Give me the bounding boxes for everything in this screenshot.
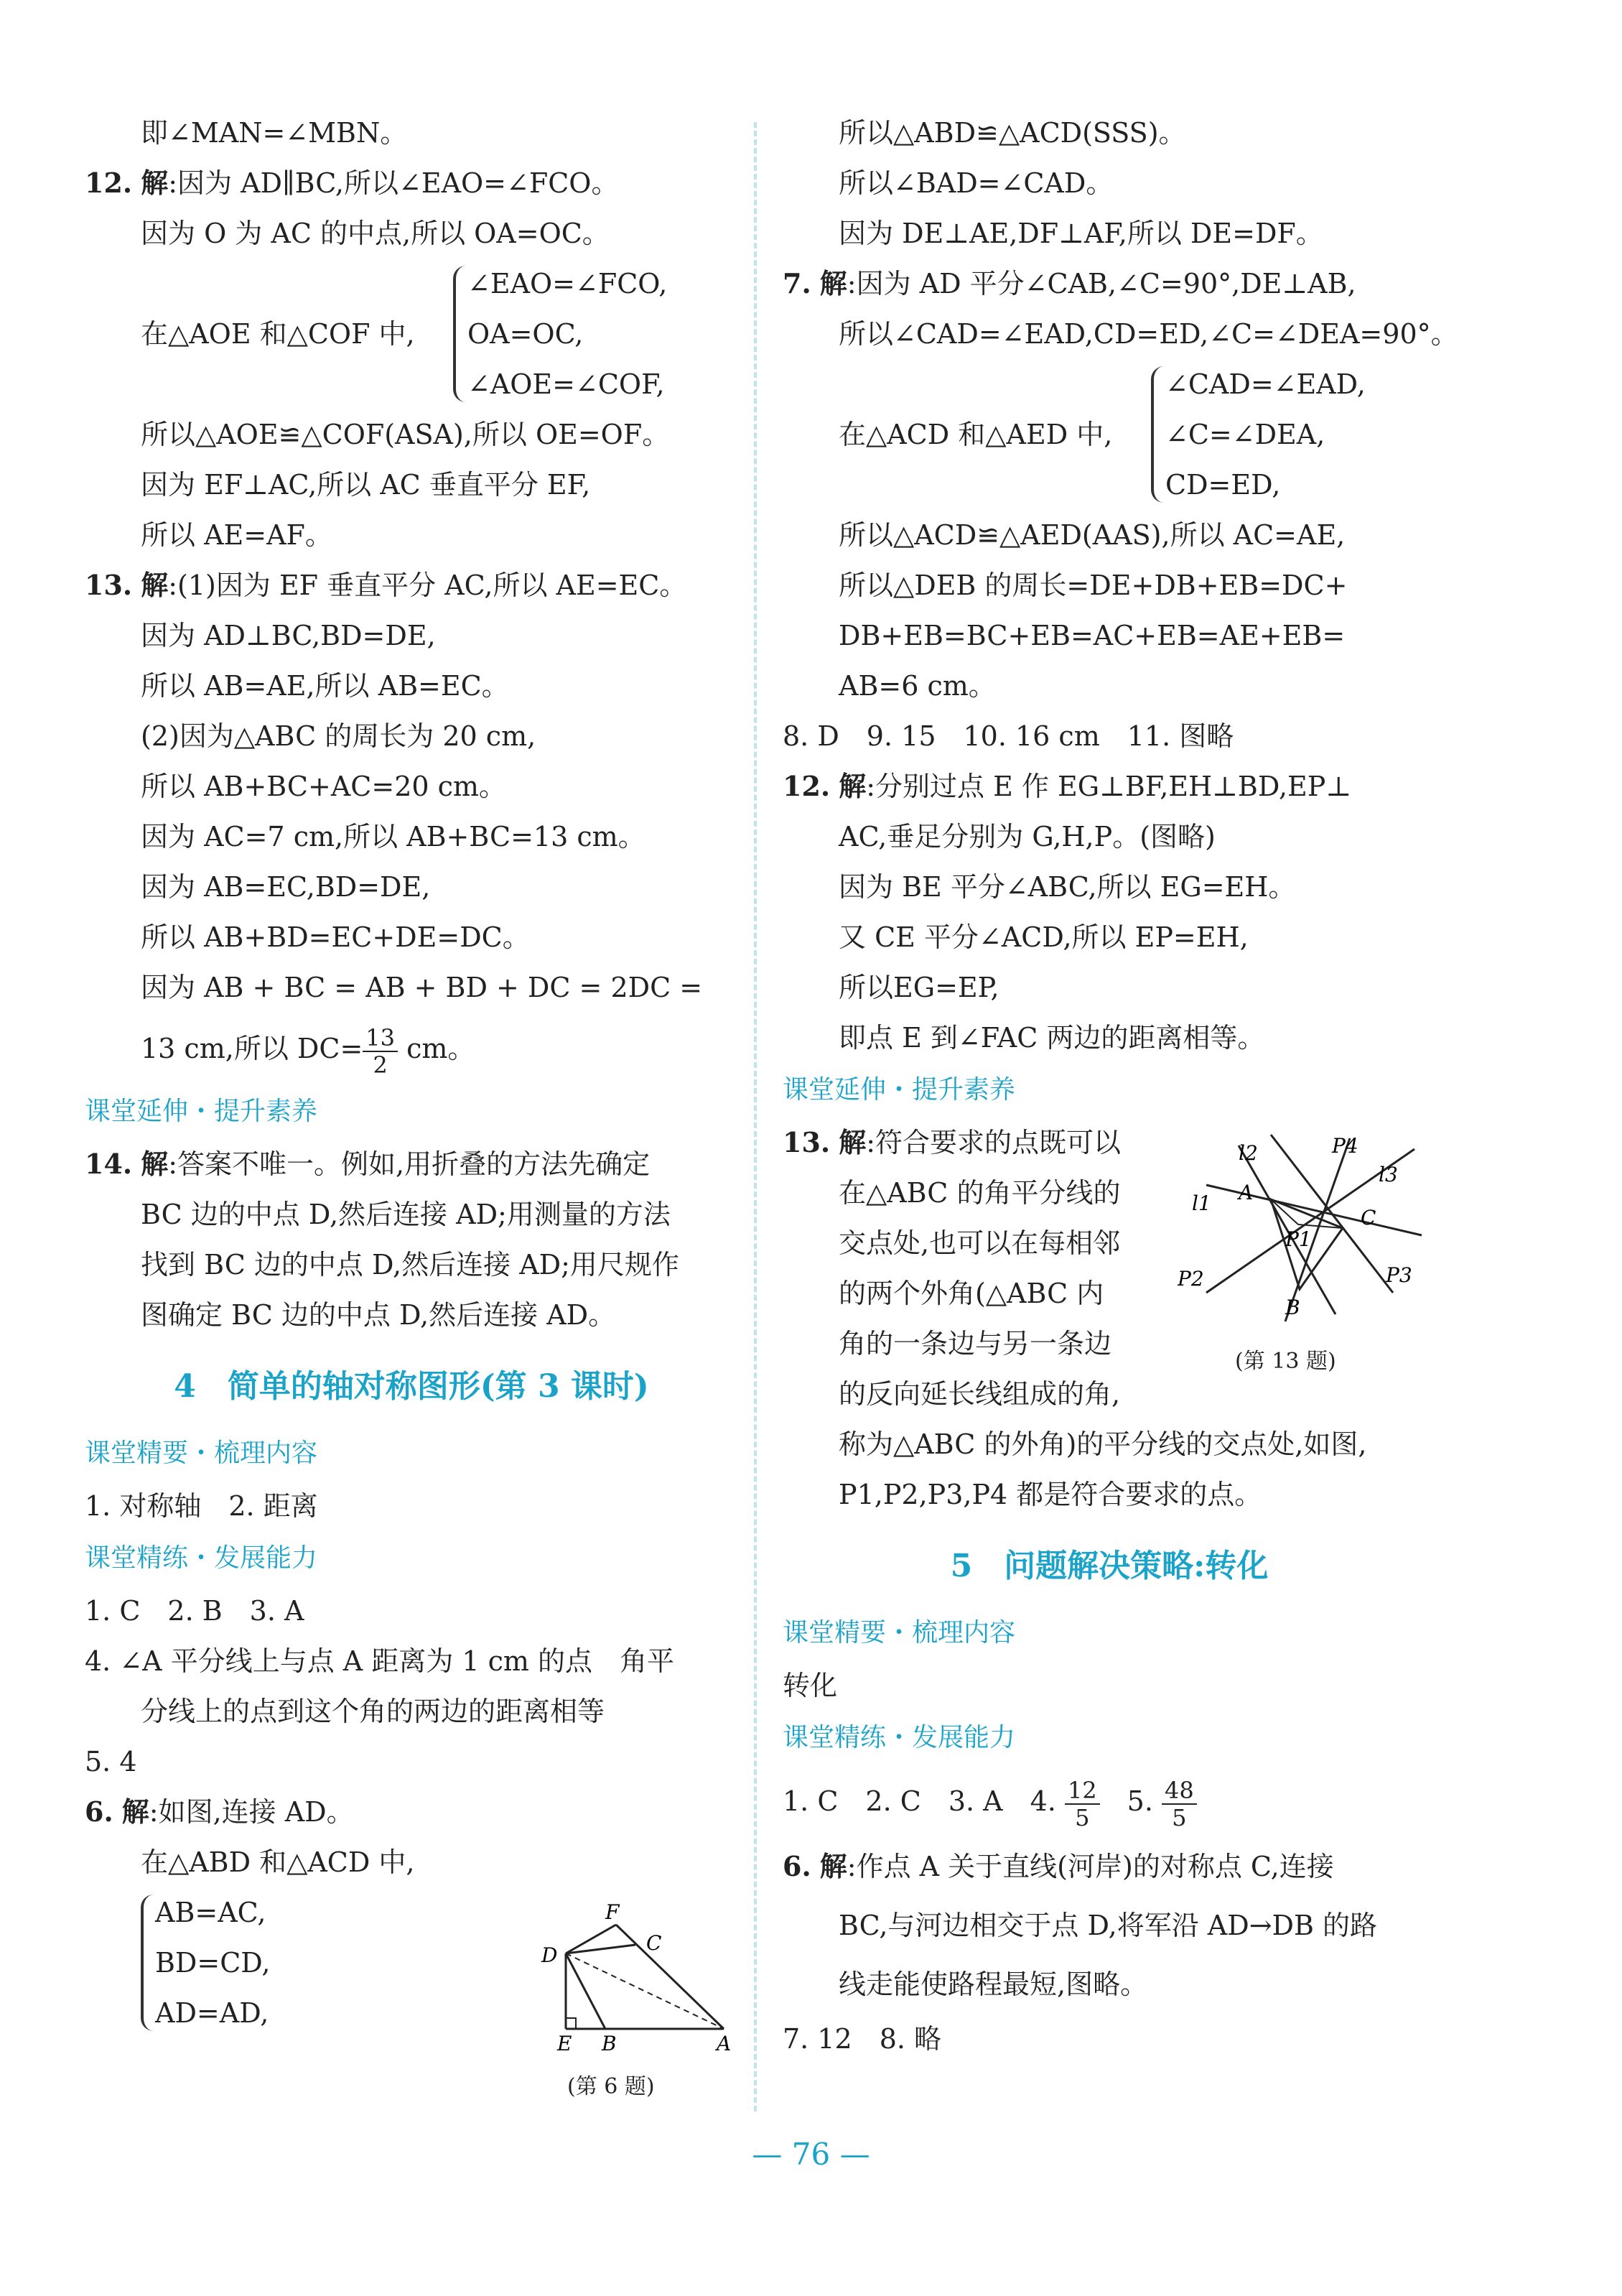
svg-text:B: B bbox=[602, 2032, 617, 2054]
line: AC,垂足分别为 G,H,P。(图略) bbox=[839, 821, 1216, 852]
q7-system: 在△ACD 和△AED 中, ∠CAD=∠EAD, ∠C=∠DEA, CD=ED, bbox=[783, 359, 1436, 510]
left-column bbox=[85, 108, 738, 2038]
line-fraction: 13 cm,所以 DC= $\frac{13}{2}$ cm。 bbox=[141, 1023, 475, 1079]
svg-text:D: D bbox=[541, 1943, 558, 1967]
section-title: 5 问题解决策略:转化 bbox=[950, 1548, 1269, 1584]
svg-text:P3: P3 bbox=[1386, 1263, 1412, 1287]
svg-text:C: C bbox=[1361, 1206, 1376, 1230]
svg-text:A: A bbox=[717, 2032, 732, 2054]
svg-text:l3: l3 bbox=[1379, 1163, 1398, 1186]
q4-line: 4. ∠A 平分线上与点 A 距离为 1 cm 的点 角平 bbox=[85, 1645, 675, 1677]
q12-system: 在△AOE 和△COF 中, ∠EAO=∠FCO, OA=OC, ∠AOE=∠COF, bbox=[85, 259, 738, 409]
answer-line: 1. C 2. B 3. A bbox=[85, 1595, 304, 1627]
line: 找到 BC 边的中点 D,然后连接 AD;用尺规作 bbox=[141, 1249, 679, 1281]
line: 所以 AB+BD=EC+DE=DC。 bbox=[141, 921, 530, 953]
line: 图确定 BC 边的中点 D,然后连接 AD。 bbox=[141, 1299, 616, 1331]
section-heading: 课堂精要・梳理内容 bbox=[783, 1618, 1016, 1647]
line: 因为 AD⊥BC,BD=DE, bbox=[141, 620, 436, 651]
svg-text:l1: l1 bbox=[1192, 1191, 1211, 1215]
section-heading: 课堂延伸・提升素养 bbox=[85, 1097, 318, 1126]
column-divider bbox=[754, 122, 757, 2111]
svg-text:B: B bbox=[1285, 1296, 1300, 1319]
line: 所以EG=EP, bbox=[839, 972, 999, 1003]
line: 因为 AC=7 cm,所以 AB+BC=13 cm。 bbox=[141, 821, 645, 852]
line: 分线上的点到这个角的两边的距离相等 bbox=[141, 1696, 605, 1727]
section-title: 4 简单的轴对称图形(第 3 课时) bbox=[174, 1368, 649, 1405]
figure-caption: (第 6 题) bbox=[567, 2074, 655, 2099]
line: 即点 E 到∠FAC 两边的距离相等。 bbox=[839, 1022, 1265, 1054]
line: BC 边的中点 D,然后连接 AD;用测量的方法 bbox=[141, 1199, 671, 1230]
line: 所以 AE=AF。 bbox=[141, 519, 332, 551]
line: BC,与河边相交于点 D,将军沿 AD→DB 的路 bbox=[839, 1910, 1378, 1941]
line: 所以△ACD≌△AED(AAS),所以 AC=AE, bbox=[839, 519, 1346, 551]
answer-line: 7. 12 8. 略 bbox=[783, 2023, 942, 2055]
line: 所以∠BAD=∠CAD。 bbox=[839, 167, 1114, 199]
answer-line: 8. D 9. 15 10. 16 cm 11. 图略 bbox=[783, 720, 1234, 752]
line: 的反向延长线组成的角, bbox=[839, 1378, 1121, 1410]
line: 所以△ABD≌△ACD(SSS)。 bbox=[839, 117, 1186, 149]
svg-text:l2: l2 bbox=[1239, 1141, 1258, 1165]
svg-text:P4: P4 bbox=[1332, 1134, 1358, 1158]
svg-text:C: C bbox=[646, 1931, 662, 1955]
q12-line: 12. 解:分别过点 E 作 EG⊥BF,EH⊥BD,EP⊥ bbox=[783, 770, 1352, 802]
line: 在△ABC 的角平分线的 bbox=[839, 1177, 1121, 1209]
line: 即∠MAN=∠MBN。 bbox=[141, 117, 408, 149]
line: 所以△DEB 的周长=DE+DB+EB=DC+ bbox=[839, 570, 1348, 601]
figure-13 bbox=[1178, 1120, 1436, 1379]
line: 因为 BE 平分∠ABC,所以 EG=EH。 bbox=[839, 871, 1296, 903]
figure-6-diagram bbox=[531, 1896, 747, 2054]
line: 因为 DE⊥AE,DF⊥AF,所以 DE=DF。 bbox=[839, 218, 1323, 249]
figure-6 bbox=[531, 1896, 747, 2111]
fraction: $\frac{13}{2}$ bbox=[363, 1025, 398, 1078]
answer-line: 1. 对称轴 2. 距离 bbox=[85, 1490, 318, 1522]
answer-line-fractions: 1. C 2. C 3. A 4. $\frac{12}{5}$ 5. $\frac{48}{5}$ bbox=[783, 1765, 1436, 1837]
line: P1,P2,P3,P4 都是符合要求的点。 bbox=[839, 1479, 1262, 1510]
line: 因为 AB + BC = AB + BD + DC = 2DC = bbox=[141, 972, 703, 1003]
section-heading: 课堂精练・发展能力 bbox=[783, 1723, 1016, 1752]
answer-line: 转化 bbox=[783, 1670, 838, 1701]
line: 所以△AOE≌△COF(ASA),所以 OE=OF。 bbox=[141, 419, 670, 450]
line: 角的一条边与另一条边 bbox=[839, 1328, 1112, 1360]
line: 因为 O 为 AC 的中点,所以 OA=OC。 bbox=[141, 218, 610, 249]
q6-system: AB=AC, BD=CD, AD=AD, bbox=[85, 1887, 738, 2038]
svg-text:P2: P2 bbox=[1178, 1267, 1204, 1291]
line: 所以 AB+BC+AC=20 cm。 bbox=[141, 771, 506, 802]
page-number: — 76 — bbox=[752, 2137, 870, 2172]
q12-line: 12. 解:因为 AD∥BC,所以∠EAO=∠FCO。 bbox=[85, 167, 619, 199]
fraction: $\frac{12}{5}$ bbox=[1065, 1777, 1100, 1831]
fraction: $\frac{48}{5}$ bbox=[1162, 1777, 1197, 1831]
line: DB+EB=BC+EB=AC+EB=AE+EB= bbox=[839, 620, 1346, 651]
line: 因为 AB=EC,BD=DE, bbox=[141, 871, 431, 903]
line: 线走能使路程最短,图略。 bbox=[839, 1969, 1148, 2000]
svg-text:P1: P1 bbox=[1285, 1227, 1312, 1251]
svg-text:E: E bbox=[557, 2032, 572, 2054]
line: 称为△ABC 的外角)的平分线的交点处,如图, bbox=[839, 1428, 1367, 1460]
line: 又 CE 平分∠ACD,所以 EP=EH, bbox=[839, 921, 1249, 953]
section-heading: 课堂精要・梳理内容 bbox=[85, 1439, 318, 1468]
q6-line: 6. 解:作点 A 关于直线(河岸)的对称点 C,连接 bbox=[783, 1850, 1334, 1882]
q14-line: 14. 解:答案不唯一。例如,用折叠的方法先确定 bbox=[85, 1148, 651, 1180]
line: 交点处,也可以在每相邻 bbox=[839, 1227, 1121, 1259]
q7-line: 7. 解:因为 AD 平分∠CAB,∠C=90°,DE⊥AB, bbox=[783, 267, 1356, 299]
q13-line: 13. 解:(1)因为 EF 垂直平分 AC,所以 AE=EC。 bbox=[85, 569, 687, 601]
line: 所以∠CAD=∠EAD,CD=ED,∠C=∠DEA=90°。 bbox=[839, 318, 1458, 350]
figure-13-diagram bbox=[1178, 1120, 1436, 1329]
q5-line: 5. 4 bbox=[85, 1746, 137, 1777]
q6-line: 6. 解:如图,连接 AD。 bbox=[85, 1795, 354, 1828]
section-heading: 课堂精练・发展能力 bbox=[85, 1543, 318, 1573]
figure-caption: (第 13 题) bbox=[1235, 1349, 1336, 1374]
line: 所以 AB=AE,所以 AB=EC。 bbox=[141, 670, 509, 702]
svg-text:A: A bbox=[1239, 1181, 1254, 1204]
section-heading: 课堂延伸・提升素养 bbox=[783, 1075, 1016, 1105]
line: (2)因为△ABC 的周长为 20 cm, bbox=[141, 720, 536, 752]
line: AB=6 cm。 bbox=[839, 670, 996, 702]
line: 因为 EF⊥AC,所以 AC 垂直平分 EF, bbox=[141, 469, 591, 501]
line: 在△ABD 和△ACD 中, bbox=[141, 1846, 415, 1878]
svg-text:F: F bbox=[605, 1900, 620, 1924]
q13-line: 13. 解:符合要求的点既可以 bbox=[783, 1126, 1122, 1158]
line: 的两个外角(△ABC 内 bbox=[839, 1278, 1104, 1309]
right-column bbox=[783, 108, 1458, 2064]
